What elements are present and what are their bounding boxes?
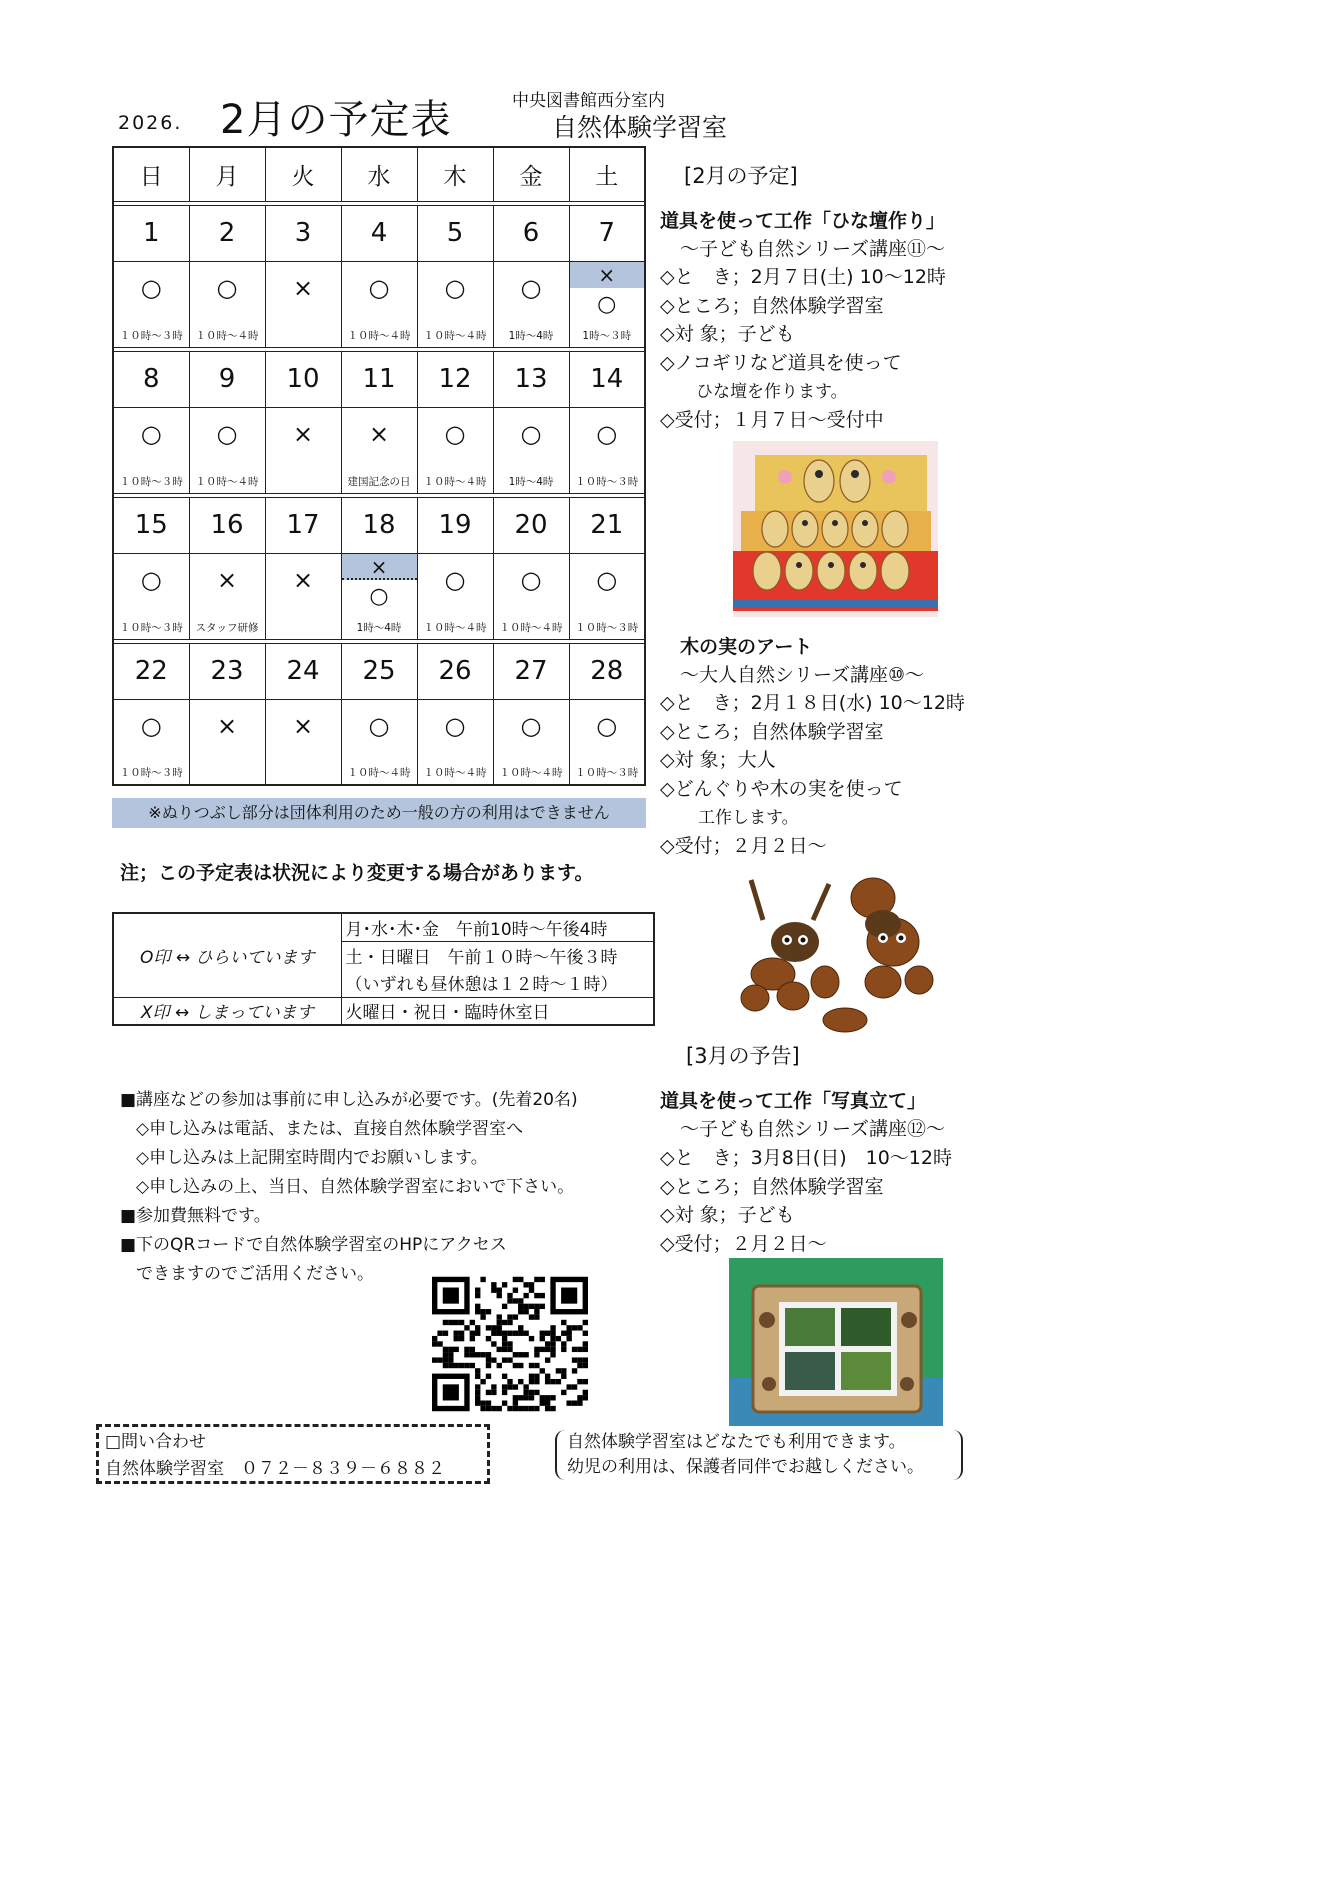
- date-number: 3: [265, 205, 341, 261]
- mar-event-when: ◇と き；3月8日(日) 10～12時: [660, 1147, 952, 1169]
- day-status-cell: [493, 699, 569, 785]
- info-item: ■参加費無料です。: [120, 1206, 271, 1226]
- open-status-mark: ○: [520, 273, 542, 302]
- hours-note: １０時～３時: [119, 767, 183, 779]
- photo-frame-photo: [729, 1258, 943, 1426]
- date-row: [113, 205, 645, 261]
- event1-reception: ◇受付；１月７日～受付中: [660, 409, 884, 431]
- mar-event-target: ◇対 象；子ども: [660, 1204, 795, 1226]
- hours-note: スタッフ研修: [195, 621, 259, 634]
- day-status-cell: [341, 261, 417, 347]
- org-location: 中央図書館西分室内: [512, 91, 665, 111]
- mar-event-where: ◇ところ；自然体験学習室: [660, 1176, 884, 1198]
- hours-note: 1時～4時: [356, 621, 402, 634]
- info-item: ◇申し込みは電話、または、直接自然体験学習室へ: [136, 1119, 524, 1139]
- day-status-cell: [417, 553, 493, 639]
- day-status-cell: [189, 261, 265, 347]
- legend-closed-days: 火曜日・祝日・臨時休室日: [341, 997, 654, 1025]
- open-status-mark: ○: [520, 565, 542, 594]
- weekday-sun: 日: [113, 147, 189, 201]
- page-title: 2月の予定表: [220, 97, 452, 143]
- status-row: [113, 407, 645, 493]
- weekday-sat: 土: [569, 147, 645, 201]
- date-number: 9: [189, 351, 265, 407]
- info-list: [120, 1086, 578, 1289]
- acorn-art-photo: [733, 862, 940, 1034]
- day-status-cell: [265, 699, 341, 785]
- day-status-cell: [569, 553, 645, 639]
- hours-note: 1時～4時: [508, 329, 554, 342]
- contact-label: □問い合わせ: [105, 1432, 207, 1452]
- contact-phone: 自然体験学習室 ０７２－８３９－６８８２: [105, 1459, 445, 1479]
- event2-desc: ◇どんぐりや木の実を使って: [660, 778, 903, 800]
- open-status-mark: ○: [520, 711, 542, 740]
- hours-note: １０時～４時: [499, 621, 563, 634]
- usage-notice-line1: 自然体験学習室はどなたでも利用できます。: [567, 1432, 906, 1452]
- mar-event-series: ～子ども自然シリーズ講座⑫～: [680, 1118, 946, 1140]
- status-row: [113, 261, 645, 347]
- date-number: 12: [417, 351, 493, 407]
- hours-note: １０時～４時: [195, 475, 259, 488]
- event2-reception: ◇受付；２月２日～: [660, 835, 827, 857]
- contact-box: [96, 1424, 490, 1484]
- date-row: [113, 351, 645, 407]
- event1-target: ◇対 象；子ども: [660, 323, 795, 345]
- open-status-mark: ×: [368, 419, 390, 448]
- hours-note: １０時～４時: [195, 329, 259, 342]
- hours-note: １０時～４時: [423, 475, 487, 488]
- event1-series: ～子ども自然シリーズ講座⑪～: [680, 238, 946, 260]
- event2-target: ◇対 象；大人: [660, 749, 776, 771]
- date-number: 26: [417, 643, 493, 699]
- legend-open-hours-weekend: 土・日曜日 午前１０時～午後３時: [341, 941, 654, 969]
- hours-note: 建国記念の日: [347, 475, 411, 488]
- weekday-tue: 火: [265, 147, 341, 201]
- group-use-status: ×: [570, 262, 645, 288]
- hours-note: 1時～３時: [582, 329, 632, 342]
- day-status-cell: [417, 699, 493, 785]
- day-status-cell: [113, 261, 189, 347]
- date-number: 13: [493, 351, 569, 407]
- hours-note: １０時～３時: [575, 767, 639, 779]
- date-number: 18: [341, 497, 417, 553]
- open-status-mark: ○: [444, 565, 466, 594]
- date-number: 25: [341, 643, 417, 699]
- event1-title: 道具を使って工作「ひな壇作り」: [660, 210, 946, 232]
- event1-desc: ◇ノコギリなど道具を使って: [660, 352, 902, 374]
- event2-when: ◇と き；2月１８日(水) 10～12時: [660, 692, 965, 714]
- status-row: [113, 553, 645, 639]
- event2-title: 木の実のアート: [680, 636, 813, 658]
- open-status-mark: ○: [140, 419, 162, 448]
- event2-where: ◇ところ；自然体験学習室: [660, 721, 884, 743]
- date-number: 5: [417, 205, 493, 261]
- date-number: 23: [189, 643, 265, 699]
- date-row: [113, 643, 645, 699]
- status-row: [113, 699, 645, 785]
- day-status-cell: [493, 553, 569, 639]
- open-status-mark: ×: [216, 711, 238, 740]
- day-status-cell: [113, 699, 189, 785]
- hours-note: １０時～４時: [499, 767, 563, 779]
- hours-note: １０時～４時: [347, 329, 411, 342]
- open-status-mark: ×: [216, 565, 238, 594]
- group-use-status: ×: [342, 554, 417, 580]
- info-item: できますのでご活用ください。: [136, 1264, 374, 1284]
- weekday-mon: 月: [189, 147, 265, 201]
- qr-code[interactable]: [432, 1276, 588, 1412]
- weekday-fri: 金: [493, 147, 569, 201]
- public-use-status: ○: [369, 583, 389, 609]
- info-item: ◇申し込みは上記開室時間内でお願いします。: [136, 1148, 488, 1168]
- mar-heading: [3月の予告]: [686, 1044, 800, 1068]
- date-number: 28: [569, 643, 645, 699]
- date-number: 7: [569, 205, 645, 261]
- open-status-mark: ○: [444, 711, 466, 740]
- hina-dan-photo: [733, 441, 938, 617]
- legend-closed-label: X印 ↔ しまっています: [113, 997, 341, 1025]
- date-number: 14: [569, 351, 645, 407]
- date-number: 1: [113, 205, 189, 261]
- date-number: 2: [189, 205, 265, 261]
- weekday-thu: 木: [417, 147, 493, 201]
- open-status-mark: ○: [596, 565, 618, 594]
- day-status-cell: [569, 699, 645, 785]
- day-status-cell: [265, 261, 341, 347]
- open-status-mark: ○: [216, 273, 238, 302]
- date-number: 6: [493, 205, 569, 261]
- date-number: 10: [265, 351, 341, 407]
- date-number: 21: [569, 497, 645, 553]
- open-status-mark: ×: [292, 273, 314, 302]
- legend-table: [112, 912, 655, 1026]
- weekday-wed: 水: [341, 147, 417, 201]
- day-status-cell: [569, 261, 645, 347]
- info-item: ■下のQRコードで自然体験学習室のHPにアクセス: [120, 1235, 507, 1255]
- day-status-cell: [265, 553, 341, 639]
- day-status-cell: [265, 407, 341, 493]
- hours-note: １０時～４時: [347, 767, 411, 779]
- day-status-cell: [493, 407, 569, 493]
- date-number: 17: [265, 497, 341, 553]
- open-status-mark: ×: [292, 565, 314, 594]
- calendar-table: [112, 146, 646, 786]
- hours-note: １０時～３時: [575, 475, 639, 488]
- group-use-notice: ※ぬりつぶし部分は団体利用のため一般の方の利用はできません: [112, 798, 646, 828]
- open-status-mark: ×: [292, 419, 314, 448]
- day-status-cell: [189, 553, 265, 639]
- day-status-cell: [341, 553, 417, 639]
- open-status-mark: ○: [596, 711, 618, 740]
- event1-desc-cont: ひな壇を作ります。: [696, 382, 848, 402]
- info-item: ◇申し込みの上、当日、自然体験学習室においで下さい。: [136, 1177, 575, 1197]
- date-number: 16: [189, 497, 265, 553]
- day-status-cell: [189, 407, 265, 493]
- date-number: 24: [265, 643, 341, 699]
- hours-note: １０時～４時: [423, 329, 487, 342]
- hours-note: １０時～３時: [119, 475, 183, 488]
- event2-series: ～大人自然シリーズ講座⑩～: [680, 664, 925, 686]
- open-status-mark: ○: [596, 419, 618, 448]
- hours-note: １０時～３時: [119, 329, 183, 342]
- date-number: 4: [341, 205, 417, 261]
- hours-note: １０時～３時: [119, 621, 183, 634]
- day-status-cell: [189, 699, 265, 785]
- hours-note: 1時～4時: [508, 475, 554, 488]
- day-status-cell: [493, 261, 569, 347]
- open-status-mark: ○: [216, 419, 238, 448]
- hours-note: １０時～４時: [423, 621, 487, 634]
- legend-open-hours-weekday: 月･水･木･金 午前10時～午後4時: [341, 913, 654, 941]
- open-status-mark: ○: [368, 711, 390, 740]
- legend-lunch-break: （いずれも昼休憩は１２時～１時）: [341, 969, 654, 997]
- open-status-mark: ○: [140, 565, 162, 594]
- open-status-mark: ×: [292, 711, 314, 740]
- date-number: 19: [417, 497, 493, 553]
- weekday-row: [113, 147, 645, 201]
- event1-where: ◇ところ；自然体験学習室: [660, 295, 884, 317]
- date-number: 8: [113, 351, 189, 407]
- usage-notice-line2: 幼児の利用は、保護者同伴でお越しください。: [567, 1457, 924, 1477]
- public-use-status: ○: [597, 291, 617, 317]
- open-status-mark: ○: [444, 419, 466, 448]
- day-status-cell: [341, 699, 417, 785]
- day-status-cell: [113, 553, 189, 639]
- year-label: 2026.: [118, 112, 183, 134]
- info-item: ■講座などの参加は事前に申し込みが必要です。(先着20名): [120, 1090, 578, 1110]
- date-number: 27: [493, 643, 569, 699]
- feb-heading: [2月の予定]: [684, 164, 798, 188]
- open-status-mark: ○: [140, 711, 162, 740]
- usage-notice: [555, 1430, 963, 1480]
- day-status-cell: [417, 261, 493, 347]
- date-number: 15: [113, 497, 189, 553]
- hours-note: １０時～４時: [423, 767, 487, 779]
- date-number: 11: [341, 351, 417, 407]
- event1-when: ◇と き；2月７日(土) 10～12時: [660, 266, 946, 288]
- open-status-mark: ○: [368, 273, 390, 302]
- open-status-mark: ○: [444, 273, 466, 302]
- legend-open-label: O印 ↔ ひらいています: [113, 913, 341, 997]
- date-number: 20: [493, 497, 569, 553]
- open-status-mark: ○: [140, 273, 162, 302]
- date-row: [113, 497, 645, 553]
- day-status-cell: [113, 407, 189, 493]
- open-status-mark: ○: [520, 419, 542, 448]
- mar-event-reception: ◇受付；２月２日～: [660, 1233, 827, 1255]
- day-status-cell: [417, 407, 493, 493]
- org-name: 自然体験学習室: [552, 113, 728, 142]
- hours-note: １０時～３時: [575, 621, 639, 634]
- mar-event-title: 道具を使って工作「写真立て」: [660, 1090, 927, 1112]
- day-status-cell: [341, 407, 417, 493]
- day-status-cell: [569, 407, 645, 493]
- event2-desc-cont: 工作します。: [698, 808, 799, 828]
- date-number: 22: [113, 643, 189, 699]
- schedule-change-caution: 注；この予定表は状況により変更する場合があります。: [120, 862, 594, 884]
